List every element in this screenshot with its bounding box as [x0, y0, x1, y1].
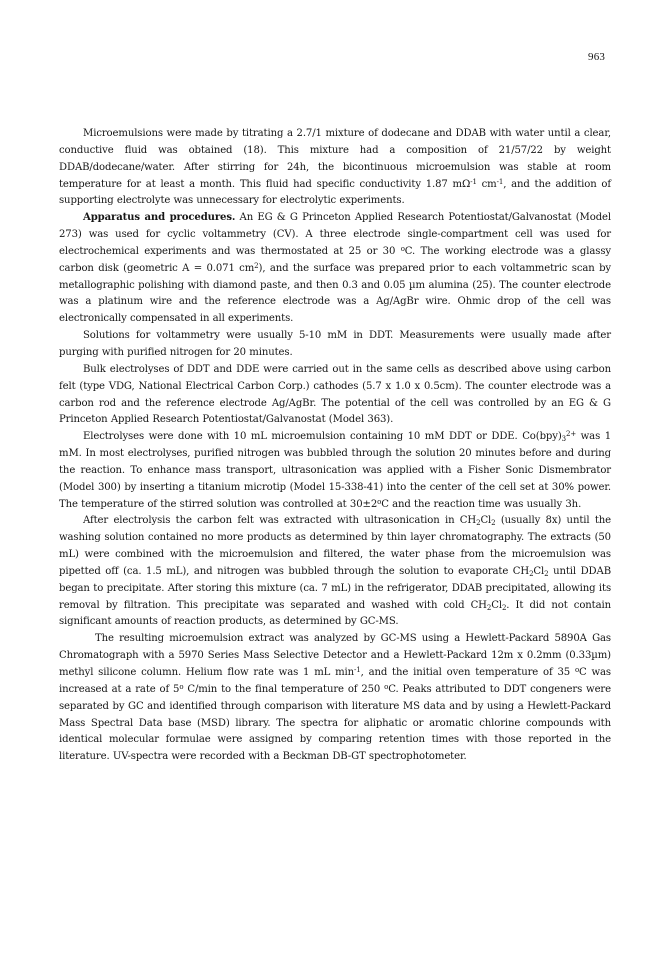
p7-text-c: C was increased at a rate of 5	[59, 667, 611, 695]
p5-text-a: Electrolyses were done with 10 mL microemulsion containing 10 mM DDT or DDE. Co(bpy)	[83, 431, 562, 443]
p2-sup-2: 2	[254, 261, 259, 270]
p6-sub-2: 2	[491, 519, 496, 528]
paragraph-extraction	[59, 513, 611, 631]
p6-sub-1: 2	[476, 519, 481, 528]
p7-sup-4: o	[384, 682, 389, 691]
paragraph-voltammetry-solutions	[59, 328, 611, 362]
p6-text-e: until DDAB began to precipitate. After storing this mixture (ca. 7 mL) in the refrigerator, DDAB precipitated, allowing its removal by filtration. This precipitate was separated and washed with cold CH	[59, 565, 611, 611]
page-number: 963	[588, 51, 606, 63]
paragraph-gc-ms-analysis	[59, 631, 611, 766]
p2-text-b: C. The working electrode was a glassy carbon disk (geometric A = 0.071 cm	[59, 245, 611, 274]
p1-text-b: cm	[476, 178, 497, 190]
p2-sup-1: o	[400, 244, 405, 253]
p1-text-a: Microemulsions were made by titrating a 2.7/1 mixture of dodecane and DDAB with water until a clear, conductive fluid was obtained (18). This mixture had a composition of 21/57/22 by weight DDAB/dodecane/water. After stirring for 24h, the bicontinuous microemulsion was stable at room temperature for at least a month. This fluid had specific conductivity 1.87 mΩ	[59, 128, 611, 190]
p5-text-b: was 1 mM. In most electrolyses, purified nitrogen was bubbled through the solution 20 minutes before and during the reaction. To enhance mass transport, ultrasonication was applied with a Fisher Sonic Dismembrator (Model 300) by inserting a titanium microtip (Model 15-338-41) into the center of the cell set at 30% power. The temperature of the stirred solution was controlled at 30±2	[59, 431, 611, 510]
p4-text: Bulk electrolyses of DDT and DDE were carried out in the same cells as described above using carbon felt (type VDG, National Electrical Carbon Corp.) cathodes (5.7 x 1.0 x 0.5cm). The counter electrode was a carbon rod and the reference electrode Ag/AgBr. The potential of the cell was controlled by an EG & G Princeton Applied Research Potentiostat/Galvanostat (Model 363).	[59, 363, 611, 426]
p5-sub-1: 3	[561, 435, 566, 444]
p1-sup-1: -1	[470, 177, 477, 186]
p6-text-b: Cl	[480, 515, 492, 527]
p7-sup-1: -1	[354, 666, 361, 674]
p6-text-f: Cl	[491, 599, 502, 611]
p6-text-c: (usually 8x) until the washing solution contained no more products as determined by thin layer chromatography. The extracts (50 mL) were combined with the microemulsion and filtered, the water phase from the microemulsion was pipetted off (ca. 1.5 mL), and nitrogen was bubbled through the solution to evaporate CH	[59, 515, 611, 577]
p7-text-a: The resulting microemulsion extract was analyzed by GC-MS using a Hewlett-Packard 5890A Gas Chromatograph with a 5970 Series Mass Selective Detector and a Hewlett-Packard 12m x 0.2mm (0.33µm) methyl silicone column. Helium flow rate was 1 mL min	[59, 633, 611, 678]
paragraph-microemulsion-preparation	[59, 126, 611, 210]
p5-sup-1: 2+	[566, 430, 577, 439]
p7-text-e: C. Peaks attributed to DDT congeners were separated by GC and identified through comparison with literature MS data and by using a Hewlett-Packard Mass Spectral Data base (MSD) library. The spectra for aliphatic or aromatic chlorine compounds with identical molecular formulae were assigned by comparing retention times with those reported in the literature. UV-spectra were recorded with a Beckman DB-GT spectrophotometer.	[59, 683, 611, 763]
p7-text-b: , and the initial oven temperature of 35	[360, 667, 575, 678]
p2-text-a: An EG & G Princeton Applied Research Potentiostat/Galvanostat (Model 273) was used for cyclic voltammetry (CV). A three electrode single-compartment cell was used for electrochemical experiments and was thermostated at 25 or 30	[59, 212, 611, 257]
p6-sub-5: 2	[486, 603, 492, 612]
p7-sup-3: o	[179, 682, 184, 691]
section-heading-apparatus: Apparatus and procedures.	[83, 212, 236, 224]
paragraph-bulk-electrolyses	[59, 362, 611, 429]
p6-sub-3: 2	[529, 569, 534, 578]
paragraph-apparatus	[59, 210, 611, 328]
paragraph-electrolyses	[59, 429, 611, 513]
body-text	[59, 126, 611, 766]
p6-text-g: . It did not contain significant amounts of reaction products, as determined by GC-MS.	[59, 599, 611, 628]
p3-text: Solutions for voltammetry were usually 5-10 mM in DDT. Measurements were usually made after purging with purified nitrogen for 20 minutes.	[59, 330, 611, 358]
p6-sub-6: 2	[501, 603, 507, 612]
p7-sup-2: o	[574, 666, 580, 674]
p5-text-c: C and the reaction time was usually 3h.	[381, 498, 582, 510]
p5-sup-2: o	[377, 497, 382, 506]
p6-text-d: Cl	[533, 565, 545, 577]
p1-text-c: , and the addition of supporting electrolyte was unnecessary for electrolytic experiments.	[59, 178, 611, 207]
p6-sub-4: 2	[544, 569, 549, 578]
p2-text-c: ), and the surface was prepared prior to each voltammetric scan by metallographic polishing with diamond paste, and then 0.3 and 0.05 µm alumina (25). The counter electrode was a platinum wire and the reference electrode was a Ag/AgBr wire. Ohmic drop of the cell was electronically compensated in all experiments.	[59, 262, 611, 325]
p6-text-a: After electrolysis the carbon felt was extracted with ultrasonication in CH	[83, 515, 477, 527]
p7-text-d: C/min to the final temperature of 250	[183, 683, 385, 695]
p1-sup-2: -1	[496, 177, 504, 186]
